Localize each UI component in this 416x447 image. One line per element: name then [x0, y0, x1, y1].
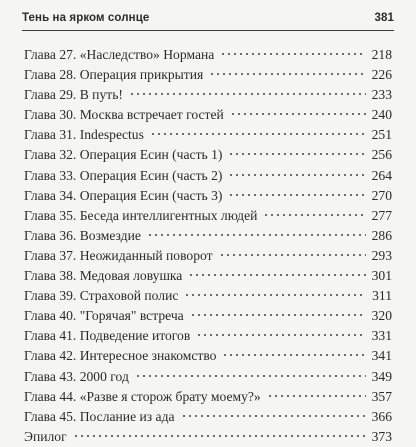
toc-entry — [24, 387, 392, 407]
toc-entry-label: Глава 45. Послание из ада — [24, 408, 175, 424]
toc-entry-page: 320 — [371, 308, 392, 324]
toc-entry-page: 218 — [371, 47, 392, 62]
toc-entry — [24, 186, 392, 206]
toc-entry-page: 270 — [371, 187, 392, 203]
toc-entry-label: Глава 32. Операция Есин (часть 1) — [24, 147, 223, 163]
dot-leader — [219, 253, 366, 257]
toc-entry-page: 357 — [371, 388, 392, 404]
toc-entry-page: 293 — [371, 247, 392, 263]
toc-entry — [24, 105, 392, 125]
toc-entry-label: Эпилог — [24, 428, 67, 444]
toc-entry — [24, 85, 392, 105]
toc-entry — [24, 407, 392, 427]
toc-entry — [24, 427, 392, 447]
toc-entry-label: Глава 40. "Горячая" встреча — [24, 308, 184, 324]
toc-entry-page: 286 — [371, 227, 392, 243]
toc-entry-label: Глава 37. Неожиданный поворот — [24, 247, 213, 263]
toc-entry-page: 226 — [371, 67, 392, 83]
dot-leader — [263, 213, 366, 217]
toc-entry — [24, 367, 392, 387]
toc-entry — [24, 206, 392, 226]
toc-entry-label: Глава 28. Операция прикрытия — [24, 67, 204, 83]
dot-leader — [188, 273, 366, 277]
toc-entry-label: Глава 42. Интересное знакомство — [24, 348, 217, 364]
dot-leader — [220, 52, 366, 56]
toc-entry-page: 366 — [371, 408, 392, 424]
toc-entry — [24, 226, 392, 246]
toc-entry-label: Глава 44. «Разве я сторож брату моему?» — [24, 388, 261, 404]
toc-entry-page: 311 — [372, 288, 392, 304]
toc-entry-page: 301 — [371, 268, 392, 284]
toc-entry-label: Глава 30. Москва встречает гостей — [24, 107, 224, 123]
toc-entry — [24, 125, 392, 145]
toc-entry-label: Глава 39. Страховой полис — [24, 288, 179, 304]
toc-entry-page: 256 — [371, 147, 392, 163]
table-of-contents — [24, 45, 392, 447]
toc-entry — [24, 346, 392, 366]
dot-leader — [73, 434, 366, 438]
toc-entry — [24, 166, 392, 186]
toc-entry-page: 264 — [371, 167, 392, 183]
running-title: Тень на ярком солнце — [22, 12, 150, 24]
dot-leader — [228, 193, 366, 197]
toc-entry-page: 251 — [371, 127, 392, 143]
dot-leader — [135, 374, 366, 378]
toc-entry-label: Глава 33. Операция Есин (часть 2) — [24, 167, 223, 183]
toc-entry-page: 341 — [371, 348, 392, 364]
toc-entry-label: Глава 29. В путь! — [24, 87, 123, 103]
toc-entry-page: 277 — [371, 207, 392, 223]
toc-entry-page: 349 — [371, 368, 392, 384]
toc-entry-page: 233 — [371, 87, 392, 103]
toc-entry — [24, 65, 392, 85]
toc-entry-page: 331 — [371, 328, 392, 344]
toc-entry-label: Глава 43. 2000 год — [24, 368, 129, 384]
toc-entry-label: Глава 38. Медовая ловушка — [24, 268, 183, 284]
toc-entry — [24, 45, 392, 65]
dot-leader — [196, 333, 366, 337]
toc-entry-label: Глава 34. Операция Есин (часть 3) — [24, 187, 223, 203]
toc-entry-label: Глава 27. «Наследство» Нормана — [24, 47, 215, 62]
toc-entry — [24, 145, 392, 165]
dot-leader — [222, 353, 366, 357]
dot-leader — [190, 313, 366, 317]
toc-entry-page: 240 — [371, 107, 392, 123]
toc-entry — [24, 266, 392, 286]
dot-leader — [209, 72, 366, 76]
dot-leader — [129, 92, 366, 96]
page-number: 381 — [374, 12, 394, 24]
dot-leader — [184, 293, 366, 297]
dot-leader — [228, 173, 366, 177]
toc-entry — [24, 246, 392, 266]
toc-entry-label: Глава 35. Беседа интеллигентных людей — [24, 207, 258, 223]
dot-leader — [228, 152, 366, 156]
toc-entry-label: Глава 36. Возмездие — [24, 227, 141, 243]
toc-entry-label: Глава 31. Indespectus — [24, 127, 144, 143]
dot-leader — [267, 394, 366, 398]
toc-entry — [24, 306, 392, 326]
toc-entry-page: 373 — [371, 428, 392, 444]
header-rule — [22, 30, 394, 31]
toc-entry — [24, 286, 392, 306]
dot-leader — [181, 414, 366, 418]
toc-entry — [24, 326, 392, 346]
running-header — [22, 12, 394, 28]
dot-leader — [147, 233, 366, 237]
dot-leader — [230, 112, 366, 116]
dot-leader — [150, 132, 366, 136]
toc-entry-label: Глава 41. Подведение итогов — [24, 328, 191, 344]
